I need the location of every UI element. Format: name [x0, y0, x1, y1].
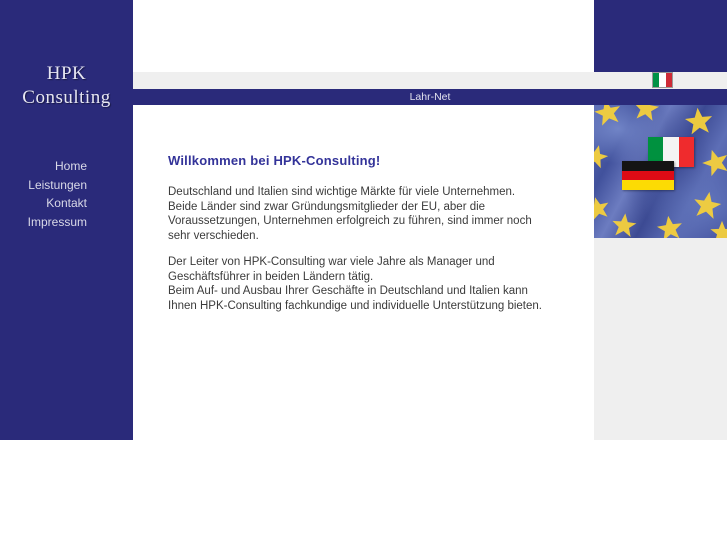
paragraph-intro-line-2: Beide Länder sind zwar Gründungsmitglieder der EU, aber die	[168, 200, 486, 213]
header-accent-block	[594, 0, 727, 72]
site-logo	[0, 62, 133, 110]
germany-flag-gold-band	[622, 180, 674, 190]
body-copy	[168, 185, 568, 314]
paragraph-profile-line-1: Der Leiter von HPK-Consulting war viele Jahre als Manager und	[168, 255, 495, 268]
paragraph-intro-line-3: Voraussetzungen, Unternehmen erfolgreich zu führen, sind immer noch	[168, 215, 532, 228]
page-title: Willkommen bei HPK-Consulting!	[168, 153, 381, 168]
titlebar-lahr-net: Lahr-Net	[133, 89, 727, 105]
nav-item-home[interactable]: Home	[54, 159, 87, 173]
paragraph-profile-line-2: Geschäftsführer in beiden Ländern tätig.	[168, 270, 374, 283]
paragraph-profile-line-3: Beim Auf- und Ausbau Ihrer Geschäfte in Deutschland und Italien kann	[168, 285, 528, 298]
nav-item-leistungen[interactable]: Leistungen	[28, 177, 87, 192]
eu-flag-graphic	[594, 105, 727, 238]
paragraph-profile	[168, 255, 568, 314]
italy-flag-red-band	[666, 73, 672, 87]
paragraph-profile-line-4: Ihnen HPK-Consulting fachkundige und individuelle Unterstützung bieten.	[168, 299, 542, 312]
main-navigation	[0, 157, 133, 231]
paragraph-intro-line-4: sehr verschieden.	[168, 230, 259, 243]
logo-line-secondary: Consulting	[22, 87, 111, 108]
paragraph-intro-line-1: Deutschland und Italien sind wichtige Märkte für viele Unternehmen.	[168, 186, 516, 198]
germany-flag-red-band	[622, 171, 674, 181]
germany-flag-black-band	[622, 161, 674, 171]
italy-flag-icon[interactable]	[652, 72, 673, 88]
logo-line-primary: HPK	[46, 63, 87, 84]
paragraph-intro	[168, 185, 568, 244]
header-gray-strip	[133, 72, 727, 89]
nav-item-impressum[interactable]: Impressum	[27, 214, 87, 229]
main-content	[168, 153, 568, 314]
italy-flag-large-red-band	[679, 137, 694, 167]
germany-flag-large	[622, 161, 674, 190]
nav-item-kontakt[interactable]: Kontakt	[46, 196, 87, 210]
sidebar	[0, 0, 133, 440]
